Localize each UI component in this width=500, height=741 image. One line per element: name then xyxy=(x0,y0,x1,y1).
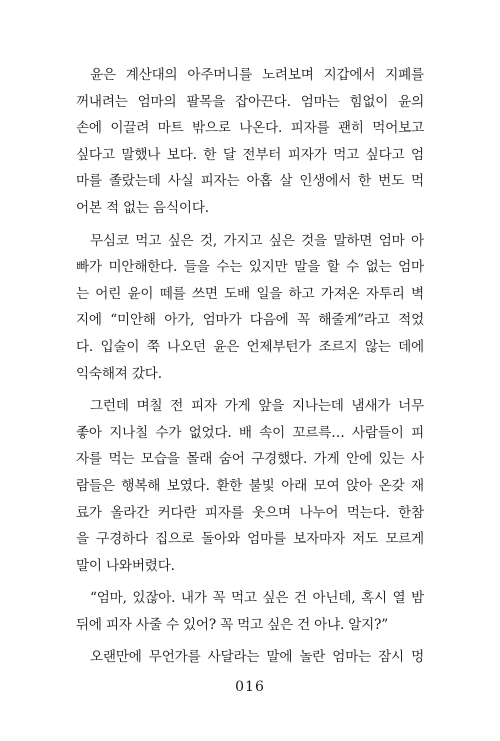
text-line: 다. 입술이 쭉 나오던 윤은 언제부턴가 조르지 않는 데에 xyxy=(76,338,424,355)
text-line: 꺼내려는 엄마의 팔목을 잡아끈다. 엄마는 힘없이 윤의 xyxy=(76,93,424,110)
text-line: 는 어린 윤이 떼를 쓰면 도배 일을 하고 가져온 자투리 벽 xyxy=(76,285,424,302)
text-line: 무심코 먹고 싶은 것, 가지고 싶은 것을 말하면 엄마 아 xyxy=(90,232,424,249)
text-line: 빠가 미안해한다. 들을 수는 있지만 말을 할 수 없는 엄마 xyxy=(76,259,424,276)
paragraph xyxy=(76,393,424,579)
text-line: 자를 먹는 모습을 몰래 숨어 구경했다. 가게 안에 있는 사 xyxy=(76,451,424,468)
text-line: 싶다고 말했나 보다. 한 달 전부터 피자가 먹고 싶다고 엄 xyxy=(76,146,424,163)
text-line: 그런데 며칠 전 피자 가게 앞을 지나는데 냄새가 너무 xyxy=(90,398,424,415)
paragraph xyxy=(76,644,424,671)
dialogue-paragraph xyxy=(76,585,424,638)
text-line: 좋아 지나칠 수가 없었다. 배 속이 꼬르륵… 사람들이 피 xyxy=(76,424,424,441)
text-line: “엄마, 있잖아. 내가 꼭 먹고 싶은 건 아닌데, 혹시 열 밤 xyxy=(90,590,424,607)
page-number: 016 xyxy=(235,679,265,695)
text-line: 마를 졸랐는데 사실 피자는 아홉 살 인생에서 한 번도 먹 xyxy=(76,173,424,190)
paragraph xyxy=(76,228,424,388)
text-line: 지에 “미안해 아가, 엄마가 다음에 꼭 해줄게”라고 적었 xyxy=(76,312,424,329)
text-line: 오랜만에 무언가를 사달라는 말에 놀란 엄마는 잠시 멍 xyxy=(90,649,424,666)
text-line: 람들은 행복해 보였다. 환한 불빛 아래 모여 앉아 온갖 재 xyxy=(76,477,424,494)
paragraph xyxy=(76,62,424,222)
text-line: 료가 올라간 커다란 피자를 웃으며 나누어 먹는다. 한참 xyxy=(76,504,424,521)
body-text xyxy=(76,62,424,671)
text-line: 어본 적 없는 음식이다. xyxy=(76,199,209,216)
text-line: 손에 이끌려 마트 밖으로 나온다. 피자를 괜히 먹어보고 xyxy=(76,120,424,137)
text-line: 말이 나와버렸다. xyxy=(76,557,175,574)
text-line: 윤은 계산대의 아주머니를 노려보며 지갑에서 지폐를 xyxy=(90,67,424,83)
text-line: 익숙해져 갔다. xyxy=(76,365,162,382)
text-line: 을 구경하다 집으로 돌아와 엄마를 보자마자 저도 모르게 xyxy=(76,531,424,548)
text-line: 뒤에 피자 사줄 수 있어? 꼭 먹고 싶은 건 아냐. 알지?” xyxy=(76,616,388,633)
